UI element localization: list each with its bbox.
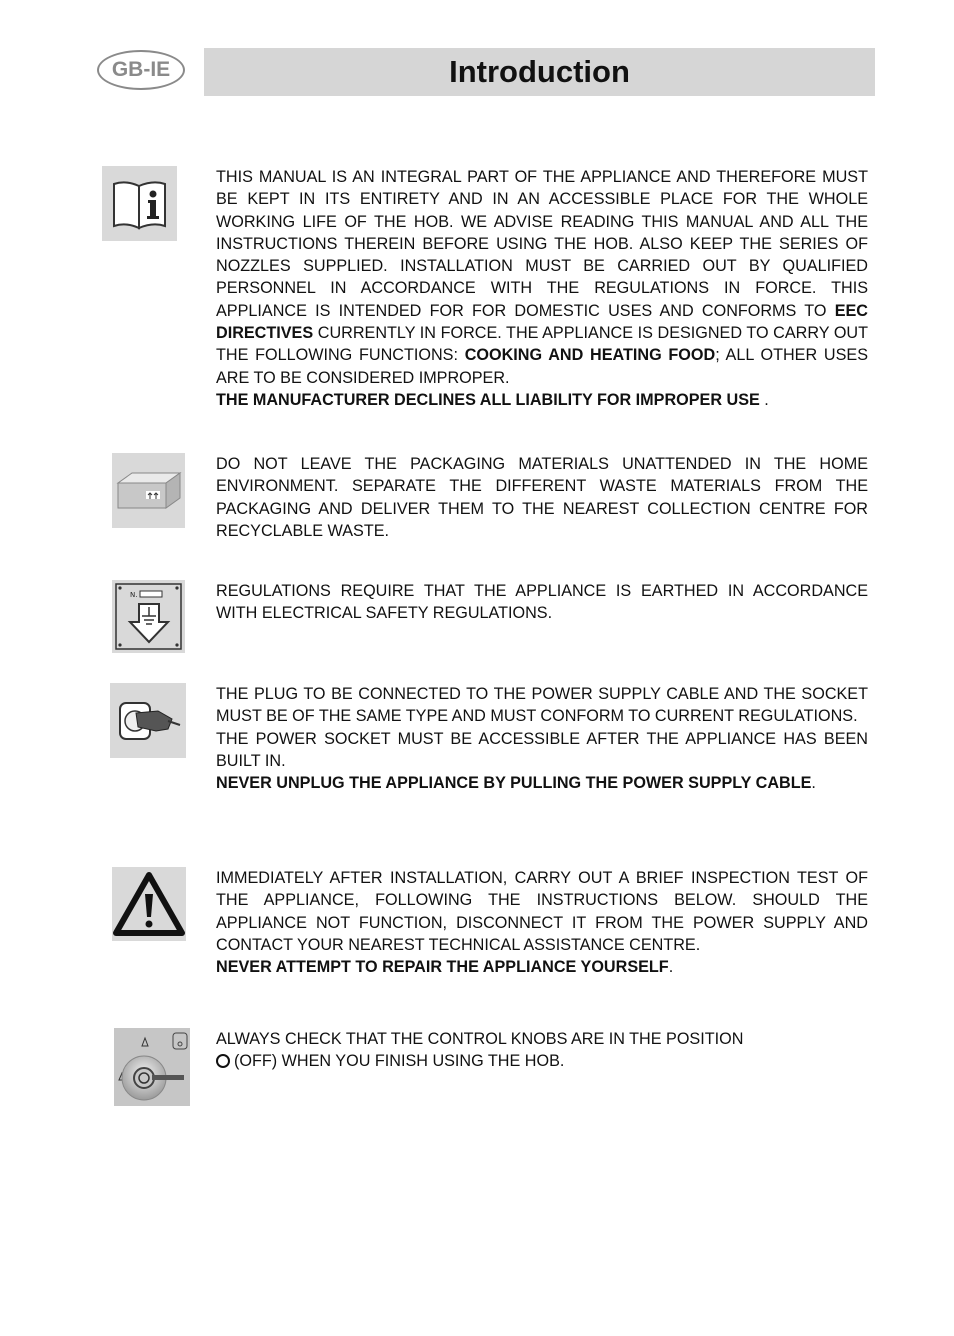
- packaging-section: [216, 453, 868, 542]
- inspection-bold-warning: NEVER ATTEMPT TO REPAIR THE APPLIANCE YOURSELF: [216, 958, 669, 977]
- packaging-box-icon: [112, 453, 185, 528]
- manual-bold-liability: THE MANUFACTURER DECLINES ALL LIABILITY FOR IMPROPER USE: [216, 390, 760, 409]
- inspection-text-2: .: [668, 958, 674, 977]
- manual-text-1: THIS MANUAL IS AN INTEGRAL PART OF THE APPLIANCE AND THEREFORE MUST BE KEPT IN ITS ENTIRETY AND IN AN ACCESSIBLE PLACE FOR THE WHOLE WORKING LIFE OF THE HOB. WE ADVISE READING THIS MANUAL AND ALL THE INSTRUCTIONS THEREIN BEFORE USING THE HOB. ALSO KEEP THE SERIES OF NOZZLES SUPPLIED. INSTALLATION MUST BE CARRIED OUT BY QUALIFIED PERSONNEL IN ACCORDANCE WITH THE REGULATIONS IN FORCE. THIS APPLIANCE IS INTENDED FOR FOR DOMESTIC USES AND CONFORMS TO: [216, 168, 868, 320]
- control-knob-icon: [114, 1028, 190, 1106]
- knobs-text-2: (OFF) WHEN YOU FINISH USING THE HOB.: [234, 1052, 565, 1071]
- earthing-section: [216, 580, 868, 625]
- knobs-paragraph: [216, 1028, 868, 1073]
- plug-bold-warning: NEVER UNPLUG THE APPLIANCE BY PULLING THE POWER SUPPLY CABLE: [216, 774, 812, 793]
- manual-bold-functions: COOKING AND HEATING FOOD: [464, 346, 716, 365]
- region-badge-label: GB-IE: [111, 58, 171, 81]
- inspection-text-1: IMMEDIATELY AFTER INSTALLATION, CARRY OUT A BRIEF INSPECTION TEST OF THE APPLIANCE, FOLLOWING THE INSTRUCTIONS BELOW. SHOULD THE APPLIANCE NOT FUNCTION, DISCONNECT IT FROM THE POWER SUPPLY AND CONTACT YOUR NEAREST TECHNICAL ASSISTANCE CENTRE.: [216, 869, 868, 954]
- manual-text-2: CURRENTLY IN FORCE. THE APPLIANCE IS DESIGNED TO CARRY OUT THE FOLLOWING FUNCTIONS:: [216, 324, 868, 365]
- manual-section: [216, 166, 868, 411]
- page-title: Introduction: [449, 54, 630, 89]
- knobs-text-1: ALWAYS CHECK THAT THE CONTROL KNOBS ARE IN THE POSITION: [216, 1030, 744, 1048]
- earthing-text: REGULATIONS REQUIRE THAT THE APPLIANCE IS EARTHED IN ACCORDANCE WITH ELECTRICAL SAFETY REGULATIONS.: [216, 582, 868, 623]
- plug-text-3: .: [811, 774, 816, 793]
- manual-liability: [216, 389, 868, 411]
- inspection-warning: [216, 956, 868, 978]
- svg-text:N.: N.: [130, 591, 138, 599]
- plug-warning: [216, 772, 868, 794]
- earth-ground-icon: [112, 580, 185, 653]
- manual-info-icon: [102, 166, 177, 241]
- plug-text-1: THE PLUG TO BE CONNECTED TO THE POWER SUPPLY CABLE AND THE SOCKET MUST BE OF THE SAME TYPE AND MUST CONFORM TO CURRENT REGULATIONS.: [216, 685, 868, 726]
- warning-triangle-icon: [112, 867, 186, 941]
- plug-socket-icon: [110, 683, 186, 758]
- manual-paragraph: [216, 166, 868, 389]
- knobs-section: [216, 1028, 868, 1073]
- manual-bold-eec: EEC DIRECTIVES: [216, 301, 868, 343]
- region-badge: [97, 50, 185, 90]
- plug-text-2: THE POWER SOCKET MUST BE ACCESSIBLE AFTER THE APPLIANCE HAS BEEN BUILT IN.: [216, 729, 868, 770]
- off-position-icon: [216, 1054, 230, 1068]
- manual-text-3: ; ALL OTHER USES ARE TO BE CONSIDERED IMPROPER.: [216, 346, 868, 387]
- title-bar: [204, 48, 875, 96]
- inspection-section: [216, 867, 868, 978]
- plug-section: [216, 683, 868, 794]
- packaging-text: DO NOT LEAVE THE PACKAGING MATERIALS UNATTENDED IN THE HOME ENVIRONMENT. SEPARATE THE DIFFERENT WASTE MATERIALS FROM THE PACKAGING AND DELIVER THEM TO THE NEAREST COLLECTION CENTRE FOR RECYCLABLE WASTE.: [216, 455, 868, 540]
- manual-text-4: .: [759, 390, 769, 409]
